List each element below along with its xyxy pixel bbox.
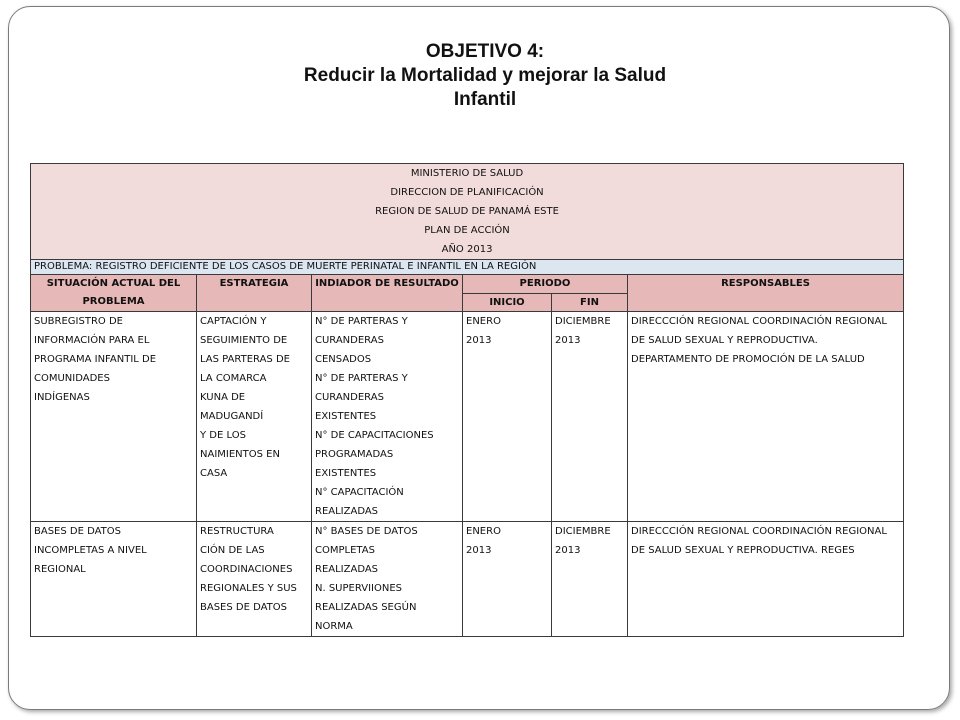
cell-inicio <box>463 312 552 522</box>
header-line: AÑO 2013 <box>441 244 493 255</box>
cell-line: REGIONAL <box>34 564 86 575</box>
problem-statement: PROBLEMA: REGISTRO DEFICIENTE DE LOS CASOS DE MUERTE PERINATAL E INFANTIL EN LA REGIÓN <box>31 260 904 275</box>
organization-header <box>31 164 904 260</box>
col-header-responsables: RESPONSABLES <box>628 275 904 312</box>
problem-row <box>31 260 904 275</box>
cell-line: N° CAPACITACIÓN <box>315 487 404 498</box>
cell-line: LA COMARCA <box>200 373 267 384</box>
cell-situacion <box>31 522 197 637</box>
cell-estrategia <box>197 522 312 637</box>
cell-line: RESTRUCTURA <box>200 526 274 537</box>
col-header-periodo: PERIODO <box>463 275 628 294</box>
cell-line: LAS PARTERAS DE <box>200 354 290 365</box>
cell-line: CIÓN DE LAS <box>200 545 265 556</box>
cell-text: DIRECCCIÓN REGIONAL COORDINACIÓN REGIONAL DE SALUD SEXUAL Y REPRODUCTIVA. REGES <box>631 526 887 556</box>
cell-fin <box>552 522 628 637</box>
cell-line: ENERO <box>466 526 501 537</box>
cell-line: SEGUIMIENTO DE <box>200 335 288 346</box>
cell-line: N° DE CAPACITACIONES <box>315 430 434 441</box>
title-line-1: OBJETIVO 4: <box>425 41 545 62</box>
cell-line: Y DE LOS <box>200 430 246 441</box>
col-header-situacion: SITUACIÓN ACTUAL DEL PROBLEMA <box>31 275 197 312</box>
cell-line: EXISTENTES <box>315 411 377 422</box>
cell-line: NAIMIENTOS EN <box>200 449 280 460</box>
cell-indicador <box>312 522 463 637</box>
cell-line: DICIEMBRE <box>555 316 611 327</box>
cell-line: CAPTACIÓN Y <box>200 316 267 327</box>
cell-line: REALIZADAS <box>315 506 379 517</box>
column-header-row <box>31 275 904 294</box>
col-header-estrategia: ESTRATEGIA <box>197 275 312 312</box>
cell-line: CENSADOS <box>315 354 372 365</box>
cell-line: EXISTENTES <box>315 468 377 479</box>
cell-line: KUNA DE <box>200 392 246 403</box>
cell-line: INCOMPLETAS A NIVEL <box>34 545 147 556</box>
cell-inicio <box>463 522 552 637</box>
cell-line: COMUNIDADES <box>34 373 110 384</box>
cell-line: CASA <box>200 468 228 479</box>
cell-line: PROGRAMADAS <box>315 449 394 460</box>
organization-header-row <box>31 164 904 260</box>
cell-line: N. SUPERVIIONES <box>315 583 403 594</box>
cell-line: BASES DE DATOS <box>200 602 288 613</box>
col-header-inicio: INICIO <box>463 293 552 312</box>
cell-line: 2013 <box>555 545 581 556</box>
col-header-indicador: INDIADOR DE RESULTADO <box>312 275 463 312</box>
cell-indicador <box>312 312 463 522</box>
header-line: PLAN DE ACCIÓN <box>424 225 510 236</box>
cell-line: 2013 <box>466 335 492 346</box>
cell-line: COORDINACIONES <box>200 564 293 575</box>
action-plan-table <box>30 163 904 637</box>
cell-fin <box>552 312 628 522</box>
cell-line: NORMA <box>315 621 353 632</box>
cell-line: N° BASES DE DATOS <box>315 526 418 537</box>
cell-estrategia <box>197 312 312 522</box>
cell-line: 2013 <box>555 335 581 346</box>
header-line: DIRECCION DE PLANIFICACIÓN <box>390 187 544 198</box>
table-row <box>31 312 904 522</box>
cell-line: CURANDERAS <box>315 392 384 403</box>
cell-responsables <box>628 522 904 637</box>
header-line: MINISTERIO DE SALUD <box>410 168 524 179</box>
cell-line: ENERO <box>466 316 501 327</box>
cell-line: REALIZADAS SEGÚN <box>315 602 417 613</box>
cell-text: DIRECCCIÓN REGIONAL COORDINACIÓN REGIONAL DE SALUD SEXUAL Y REPRODUCTIVA. DEPARTAMENTO DE PROMOCIÓN DE LA SALUD <box>631 316 887 365</box>
title-line-3: Infantil <box>453 89 517 110</box>
cell-line: MADUGANDÍ <box>200 411 264 422</box>
cell-line: N° DE PARTERAS Y <box>315 373 408 384</box>
cell-line: 2013 <box>466 545 492 556</box>
cell-line: SUBREGISTRO DE <box>34 316 123 327</box>
title-line-2: Reducir la Mortalidad y mejorar la Salud <box>303 65 667 86</box>
cell-line: INDÍGENAS <box>34 392 90 403</box>
cell-line: REGIONALES Y SUS <box>200 583 297 594</box>
cell-line: REALIZADAS <box>315 564 379 575</box>
cell-line: DICIEMBRE <box>555 526 611 537</box>
col-header-fin: FIN <box>552 293 628 312</box>
header-line: REGION DE SALUD DE PANAMÁ ESTE <box>375 206 559 217</box>
cell-situacion <box>31 312 197 522</box>
cell-line: INFORMACIÓN PARA EL <box>34 335 150 346</box>
cell-line: N° DE PARTERAS Y <box>315 316 408 327</box>
slide-title <box>0 40 960 112</box>
cell-responsables <box>628 312 904 522</box>
cell-line: PROGRAMA INFANTIL DE <box>34 354 157 365</box>
cell-line: COMPLETAS <box>315 545 375 556</box>
cell-line: BASES DE DATOS <box>34 526 122 537</box>
table-row <box>31 522 904 637</box>
cell-line: CURANDERAS <box>315 335 384 346</box>
